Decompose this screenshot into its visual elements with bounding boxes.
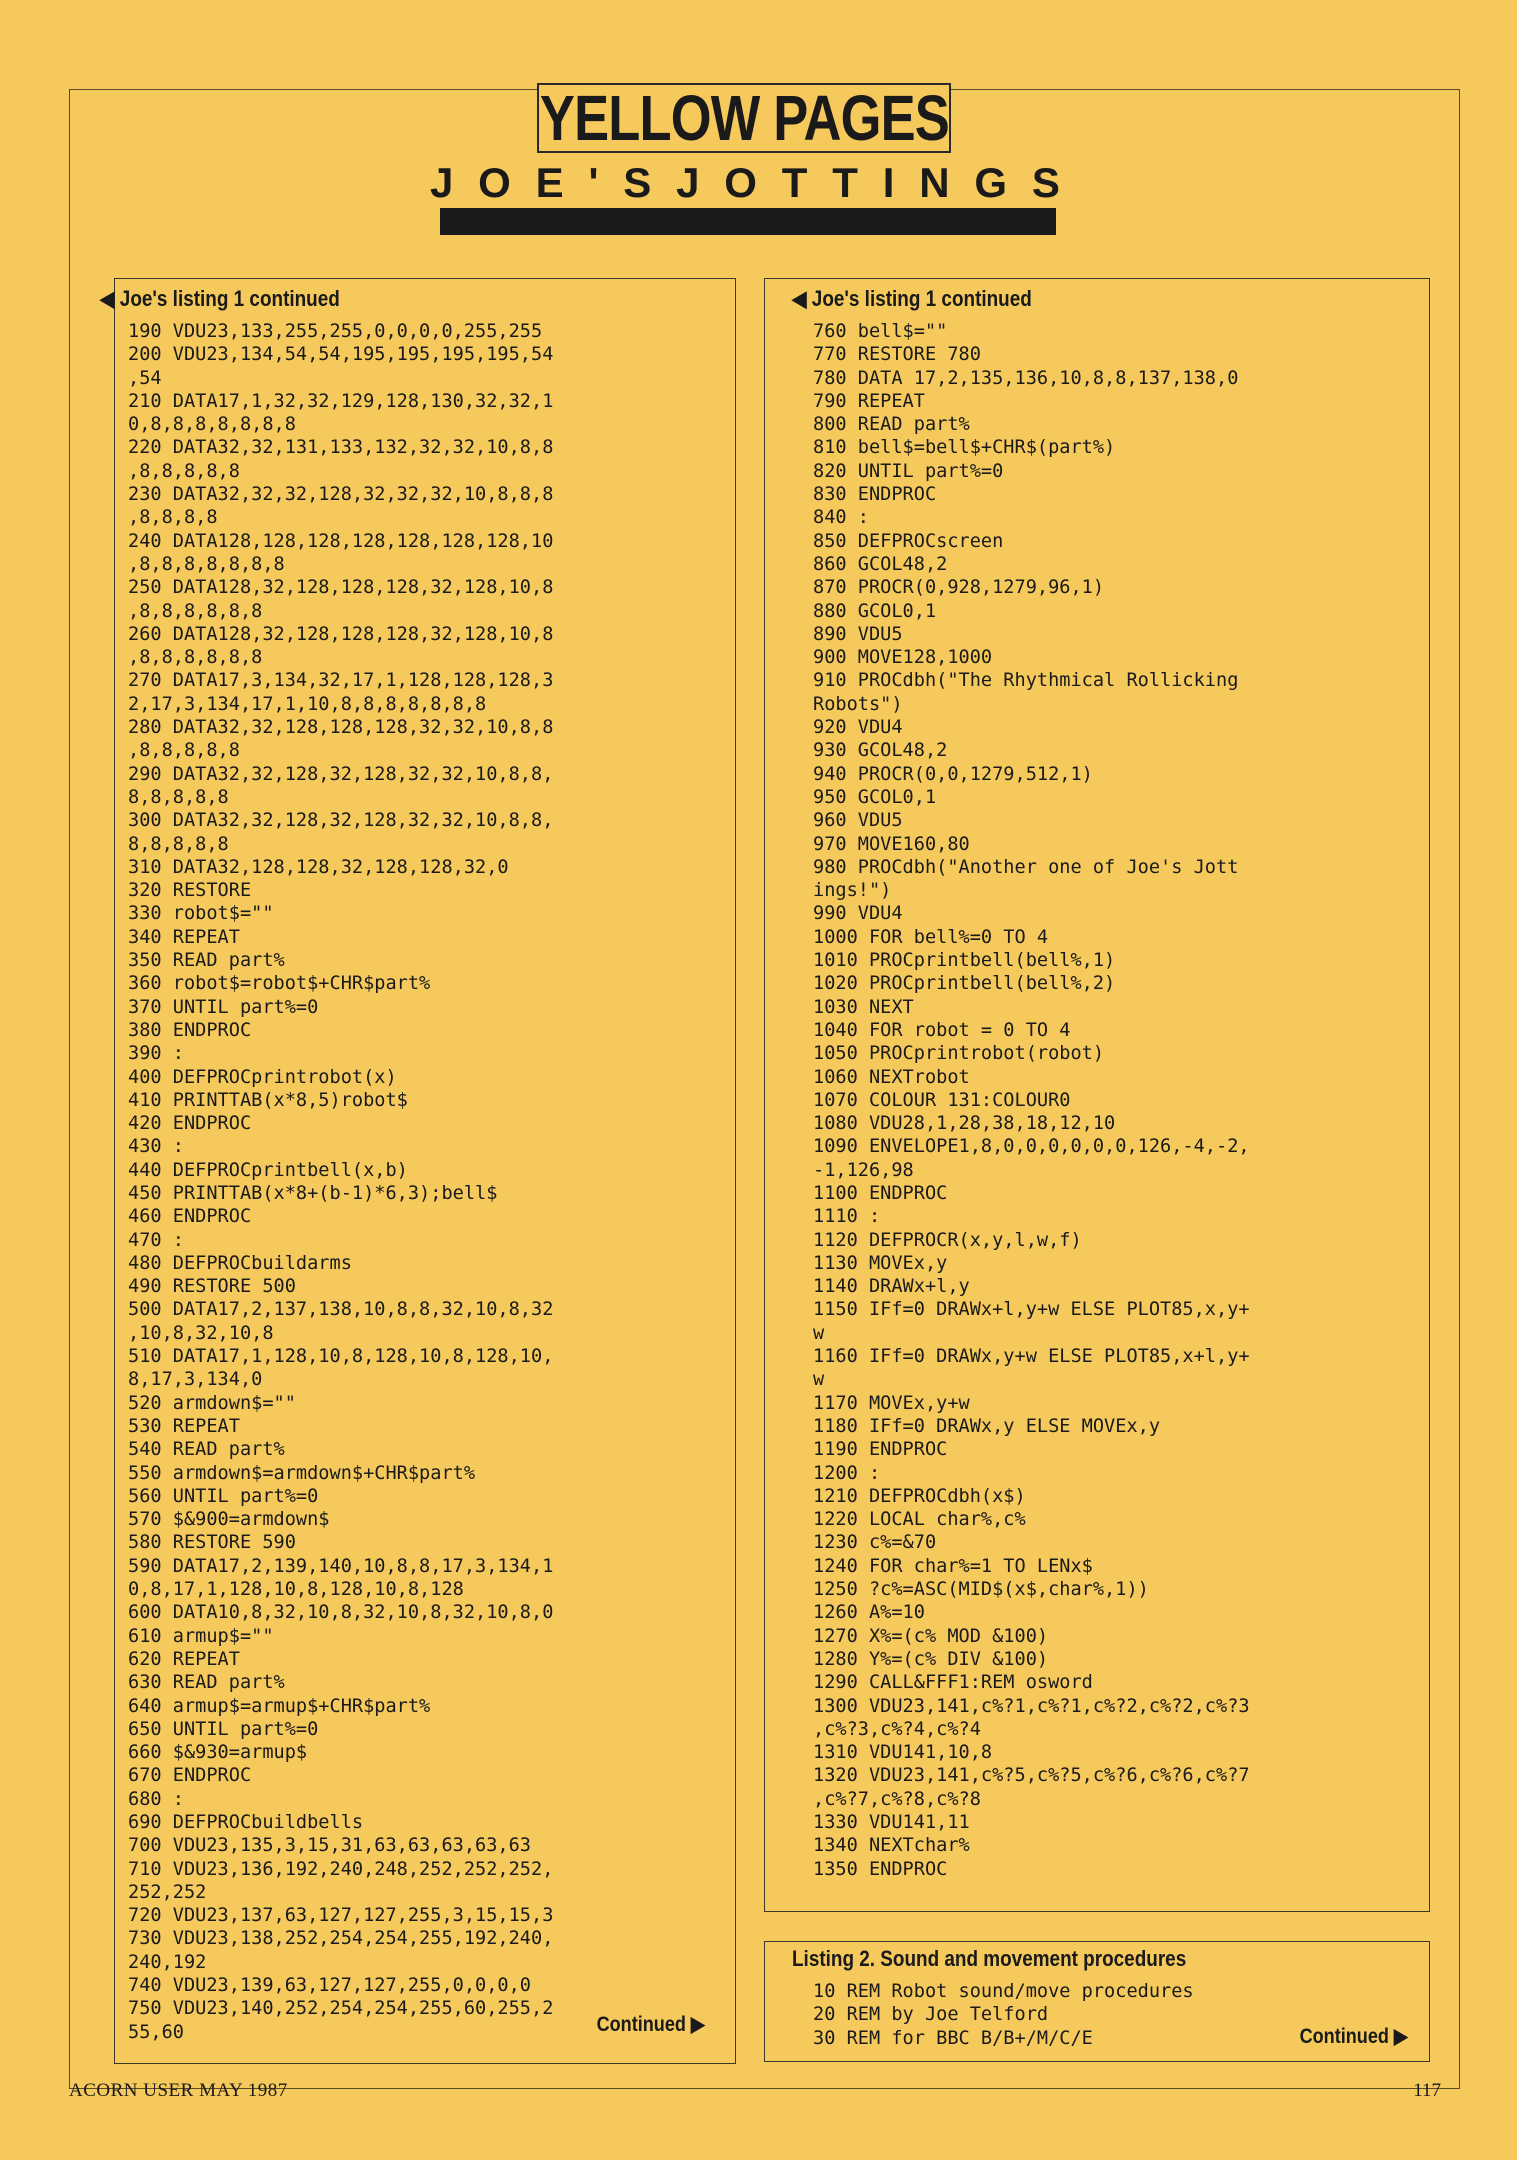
code-line: 750 VDU23,140,252,254,254,255,60,255,2: [128, 1998, 554, 2020]
code-line: 200 VDU23,134,54,54,195,195,195,195,54: [128, 344, 554, 366]
code-line: 1010 PROCprintbell(bell%,1): [813, 950, 1116, 972]
code-line: 1140 DRAWx+l,y: [813, 1276, 970, 1298]
code-line: 990 VDU4: [813, 903, 903, 925]
code-line: 30 REM for BBC B/B+/M/C/E: [813, 2027, 1093, 2049]
code-line: 740 VDU23,139,63,127,127,255,0,0,0,0: [128, 1975, 531, 1997]
code-line: 1310 VDU141,10,8: [813, 1742, 993, 1764]
code-line: ings!"): [813, 880, 892, 902]
code-line: 260 DATA128,32,128,128,128,32,128,10,8: [128, 623, 554, 645]
code-line: 1350 ENDPROC: [813, 1858, 948, 1880]
code-line: 840 :: [813, 507, 869, 529]
code-line: 310 DATA32,128,128,32,128,128,32,0: [128, 856, 509, 878]
code-line: 1180 IFf=0 DRAWx,y ELSE MOVEx,y: [813, 1415, 1161, 1437]
code-line: 910 PROCdbh("The Rhythmical Rollicking: [813, 670, 1239, 692]
code-line: 1250 ?c%=ASC(MID$(x$,char%,1)): [813, 1579, 1149, 1601]
code-line: 240 DATA128,128,128,128,128,128,128,10: [128, 530, 554, 552]
code-line: 1240 FOR char%=1 TO LENx$: [813, 1555, 1093, 1577]
masthead-title: YELLOW PAGES: [539, 82, 949, 154]
code-line: 780 DATA 17,2,135,136,10,8,8,137,138,0: [813, 367, 1239, 389]
code-line: 940 PROCR(0,0,1279,512,1): [813, 763, 1093, 785]
code-line: 240,192: [128, 1951, 207, 1973]
code-line: 10 REM Robot sound/move procedures: [813, 1981, 1194, 2002]
code-line: 930 GCOL48,2: [813, 740, 948, 762]
code-line: 710 VDU23,136,192,240,248,252,252,252,: [128, 1858, 554, 1880]
code-line: ,8,8,8,8,8: [128, 740, 240, 762]
code-line: 580 RESTORE 590: [128, 1532, 296, 1554]
code-line: 470 :: [128, 1229, 184, 1251]
code-line: 760 bell$="": [813, 321, 948, 342]
code-line: 770 RESTORE 780: [813, 344, 981, 366]
code-line: 790 REPEAT: [813, 390, 925, 412]
code-line: 290 DATA32,32,128,32,128,32,32,10,8,8,: [128, 763, 554, 785]
code-line: 330 robot$="": [128, 903, 274, 925]
code-line: 570 $&900=armdown$: [128, 1509, 330, 1531]
code-line: 640 armup$=armup$+CHR$part%: [128, 1695, 431, 1717]
code-line: 350 READ part%: [128, 950, 285, 972]
section-title-letter: O: [724, 159, 757, 206]
code-line: 8,8,8,8,8: [128, 786, 229, 808]
code-line: 1090 ENVELOPE1,8,0,0,0,0,0,0,126,-4,-2,: [813, 1136, 1250, 1158]
code-line: 8,17,3,134,0: [128, 1369, 263, 1391]
code-line: 370 UNTIL part%=0: [128, 996, 319, 1018]
code-line: w: [813, 1322, 825, 1344]
code-line: 1210 DEFPROCdbh(x$): [813, 1485, 1026, 1507]
code-line: 630 READ part%: [128, 1672, 285, 1694]
code-line: 220 DATA32,32,131,133,132,32,32,10,8,8: [128, 437, 554, 459]
code-line: 650 UNTIL part%=0: [128, 1718, 319, 1740]
code-line: 1020 PROCprintbell(bell%,2): [813, 973, 1116, 995]
code-line: 1080 VDU28,1,28,38,18,12,10: [813, 1113, 1116, 1135]
listing-left-heading: ◀ Joe's listing 1 continued: [100, 286, 340, 311]
footer-magazine-issue: ACORN USER MAY 1987: [69, 2080, 288, 2101]
code-line: 2,17,3,134,17,1,10,8,8,8,8,8,8,8: [128, 693, 487, 715]
section-title-letter: N: [919, 159, 950, 206]
code-line: ,8,8,8,8,8,8: [128, 600, 263, 622]
code-line: 690 DEFPROCbuildbells: [128, 1812, 364, 1833]
code-line: 730 VDU23,138,252,254,254,255,192,240,: [128, 1928, 554, 1950]
code-line: 660 $&930=armup$: [128, 1742, 308, 1764]
code-line: 950 GCOL0,1: [813, 786, 937, 808]
listing-right-code: [813, 320, 1250, 1881]
code-line: 1150 IFf=0 DRAWx+l,y+w ELSE PLOT85,x,y+: [813, 1299, 1250, 1321]
section-title-letter: O: [478, 159, 511, 206]
code-line: 390 :: [128, 1043, 184, 1065]
code-line: ,8,8,8,8: [128, 507, 218, 529]
code-line: ,8,8,8,8,8,8: [128, 647, 263, 669]
code-line: 270 DATA17,3,134,32,17,1,128,128,128,3: [128, 670, 554, 692]
code-line: -1,126,98: [813, 1159, 914, 1181]
code-line: 860 GCOL48,2: [813, 553, 948, 575]
code-line: 55,60: [128, 2021, 184, 2043]
code-line: 590 DATA17,2,139,140,10,8,8,17,3,134,1: [128, 1555, 554, 1577]
code-line: 1320 VDU23,141,c%?5,c%?5,c%?6,c%?6,c%?7: [813, 1765, 1250, 1787]
code-line: ,10,8,32,10,8: [128, 1322, 274, 1344]
code-line: 1300 VDU23,141,c%?1,c%?1,c%?2,c%?2,c%?3: [813, 1695, 1250, 1717]
section-title-letter: S: [623, 159, 652, 206]
code-line: 530 REPEAT: [128, 1415, 240, 1437]
code-line: 430 :: [128, 1136, 184, 1158]
code-line: 1200 :: [813, 1462, 881, 1484]
code-line: 1280 Y%=(c% DIV &100): [813, 1648, 1049, 1670]
section-title-letter: I: [882, 159, 895, 206]
code-line: 1110 :: [813, 1206, 881, 1228]
code-line: 920 VDU4: [813, 717, 903, 739]
code-line: 560 UNTIL part%=0: [128, 1485, 319, 1507]
code-line: ,8,8,8,8,8,8,8: [128, 553, 285, 575]
code-line: 890 VDU5: [813, 623, 903, 645]
code-line: 190 VDU23,133,255,255,0,0,0,0,255,255: [128, 321, 543, 342]
code-line: 1230 c%=&70: [813, 1532, 937, 1554]
code-line: 600 DATA10,8,32,10,8,32,10,8,32,10,8,0: [128, 1602, 554, 1624]
code-line: ,c%?3,c%?4,c%?4: [813, 1718, 981, 1740]
code-line: 830 ENDPROC: [813, 484, 937, 506]
code-line: 1270 X%=(c% MOD &100): [813, 1625, 1049, 1647]
code-line: 970 MOVE160,80: [813, 833, 970, 855]
code-line: 720 VDU23,137,63,127,127,255,3,15,15,3: [128, 1905, 554, 1927]
code-line: 980 PROCdbh("Another one of Joe's Jott: [813, 856, 1239, 878]
code-line: 620 REPEAT: [128, 1648, 240, 1670]
code-line: 1060 NEXTrobot: [813, 1066, 970, 1088]
code-line: 870 PROCR(0,928,1279,96,1): [813, 577, 1105, 599]
code-line: 250 DATA128,32,128,128,128,32,128,10,8: [128, 577, 554, 599]
section-title-letter: ': [588, 159, 599, 206]
code-line: 960 VDU5: [813, 810, 903, 832]
code-line: w: [813, 1369, 825, 1391]
code-line: ,c%?7,c%?8,c%?8: [813, 1788, 981, 1810]
code-line: 1160 IFf=0 DRAWx,y+w ELSE PLOT85,x+l,y+: [813, 1346, 1250, 1368]
section-title: [430, 160, 1060, 206]
section-title-letter: T: [832, 159, 858, 206]
code-line: 320 RESTORE: [128, 880, 252, 902]
code-line: 0,8,8,8,8,8,8,8: [128, 414, 296, 436]
code-line: 440 DEFPROCprintbell(x,b): [128, 1159, 408, 1181]
code-line: 1070 COLOUR 131:COLOUR0: [813, 1089, 1071, 1111]
code-line: 610 armup$="": [128, 1625, 274, 1647]
code-line: 500 DATA17,2,137,138,10,8,8,32,10,8,32: [128, 1299, 554, 1321]
code-line: 1330 VDU141,11: [813, 1812, 970, 1833]
code-line: 1000 FOR bell%=0 TO 4: [813, 926, 1049, 948]
section-title-bar: [440, 208, 1056, 235]
code-line: 1050 PROCprintrobot(robot): [813, 1043, 1105, 1065]
code-line: 1100 ENDPROC: [813, 1182, 948, 1204]
listing-2-heading: Listing 2. Sound and movement procedures: [792, 1946, 1187, 1971]
code-line: ,54: [128, 367, 162, 389]
code-line: 820 UNTIL part%=0: [813, 460, 1004, 482]
code-line: 1130 MOVEx,y: [813, 1252, 948, 1274]
code-line: 252,252: [128, 1881, 207, 1903]
code-line: 490 RESTORE 500: [128, 1276, 296, 1298]
code-line: 1260 A%=10: [813, 1602, 925, 1624]
code-line: 900 MOVE128,1000: [813, 647, 993, 669]
code-line: 1220 LOCAL char%,c%: [813, 1509, 1026, 1531]
code-line: 680 :: [128, 1788, 184, 1810]
code-line: ,8,8,8,8,8: [128, 460, 240, 482]
section-title-letter: J: [430, 159, 454, 206]
code-line: 1170 MOVEx,y+w: [813, 1392, 970, 1414]
code-line: 400 DEFPROCprintrobot(x): [128, 1066, 397, 1088]
continued-label-right: Continued ▶: [1299, 2025, 1408, 2048]
code-line: Robots"): [813, 693, 903, 715]
section-title-letter: S: [1031, 159, 1060, 206]
listing-left-code: [128, 320, 553, 2044]
code-line: 540 READ part%: [128, 1439, 285, 1461]
code-line: 1290 CALL&FFF1:REM osword: [813, 1672, 1093, 1694]
code-line: 510 DATA17,1,128,10,8,128,10,8,128,10,: [128, 1346, 554, 1368]
code-line: 300 DATA32,32,128,32,128,32,32,10,8,8,: [128, 810, 554, 832]
code-line: 800 READ part%: [813, 414, 970, 436]
code-line: 360 robot$=robot$+CHR$part%: [128, 973, 431, 995]
code-line: 670 ENDPROC: [128, 1765, 252, 1787]
listing-2-code: [813, 1980, 1194, 2050]
section-title-letter: J: [676, 159, 700, 206]
code-line: 1190 ENDPROC: [813, 1439, 948, 1461]
code-line: 340 REPEAT: [128, 926, 240, 948]
code-line: 480 DEFPROCbuildarms: [128, 1252, 352, 1274]
code-line: 850 DEFPROCscreen: [813, 530, 1004, 552]
code-line: 1120 DEFPROCR(x,y,l,w,f): [813, 1229, 1082, 1251]
section-title-letter: G: [974, 159, 1008, 206]
code-line: 280 DATA32,32,128,128,128,32,32,10,8,8: [128, 717, 554, 739]
footer-page-number: 117: [1413, 2080, 1441, 2101]
code-line: 460 ENDPROC: [128, 1206, 252, 1228]
code-line: 8,8,8,8,8: [128, 833, 229, 855]
code-line: 520 armdown$="": [128, 1392, 296, 1414]
code-line: 410 PRINTTAB(x*8,5)robot$: [128, 1089, 408, 1111]
code-line: 20 REM by Joe Telford: [813, 2004, 1049, 2026]
masthead-box: [537, 83, 951, 153]
code-line: 550 armdown$=armdown$+CHR$part%: [128, 1462, 476, 1484]
continued-label-left: Continued ▶: [596, 2013, 705, 2036]
section-title-letter: E: [535, 159, 564, 206]
code-line: 420 ENDPROC: [128, 1113, 252, 1135]
code-line: 1040 FOR robot = 0 TO 4: [813, 1019, 1071, 1041]
code-line: 380 ENDPROC: [128, 1019, 252, 1041]
code-line: 880 GCOL0,1: [813, 600, 937, 622]
code-line: 230 DATA32,32,32,128,32,32,32,10,8,8,8: [128, 484, 554, 506]
code-line: 810 bell$=bell$+CHR$(part%): [813, 437, 1116, 459]
code-line: 1340 NEXTchar%: [813, 1835, 970, 1857]
code-line: 450 PRINTTAB(x*8+(b-1)*6,3);bell$: [128, 1182, 498, 1204]
listing-right-heading: ◀ Joe's listing 1 continued: [792, 286, 1032, 311]
code-line: 210 DATA17,1,32,32,129,128,130,32,32,1: [128, 390, 554, 412]
code-line: 700 VDU23,135,3,15,31,63,63,63,63,63: [128, 1835, 531, 1857]
section-title-letter: T: [781, 159, 808, 206]
code-line: 0,8,17,1,128,10,8,128,10,8,128: [128, 1579, 464, 1601]
code-line: 1030 NEXT: [813, 996, 914, 1018]
